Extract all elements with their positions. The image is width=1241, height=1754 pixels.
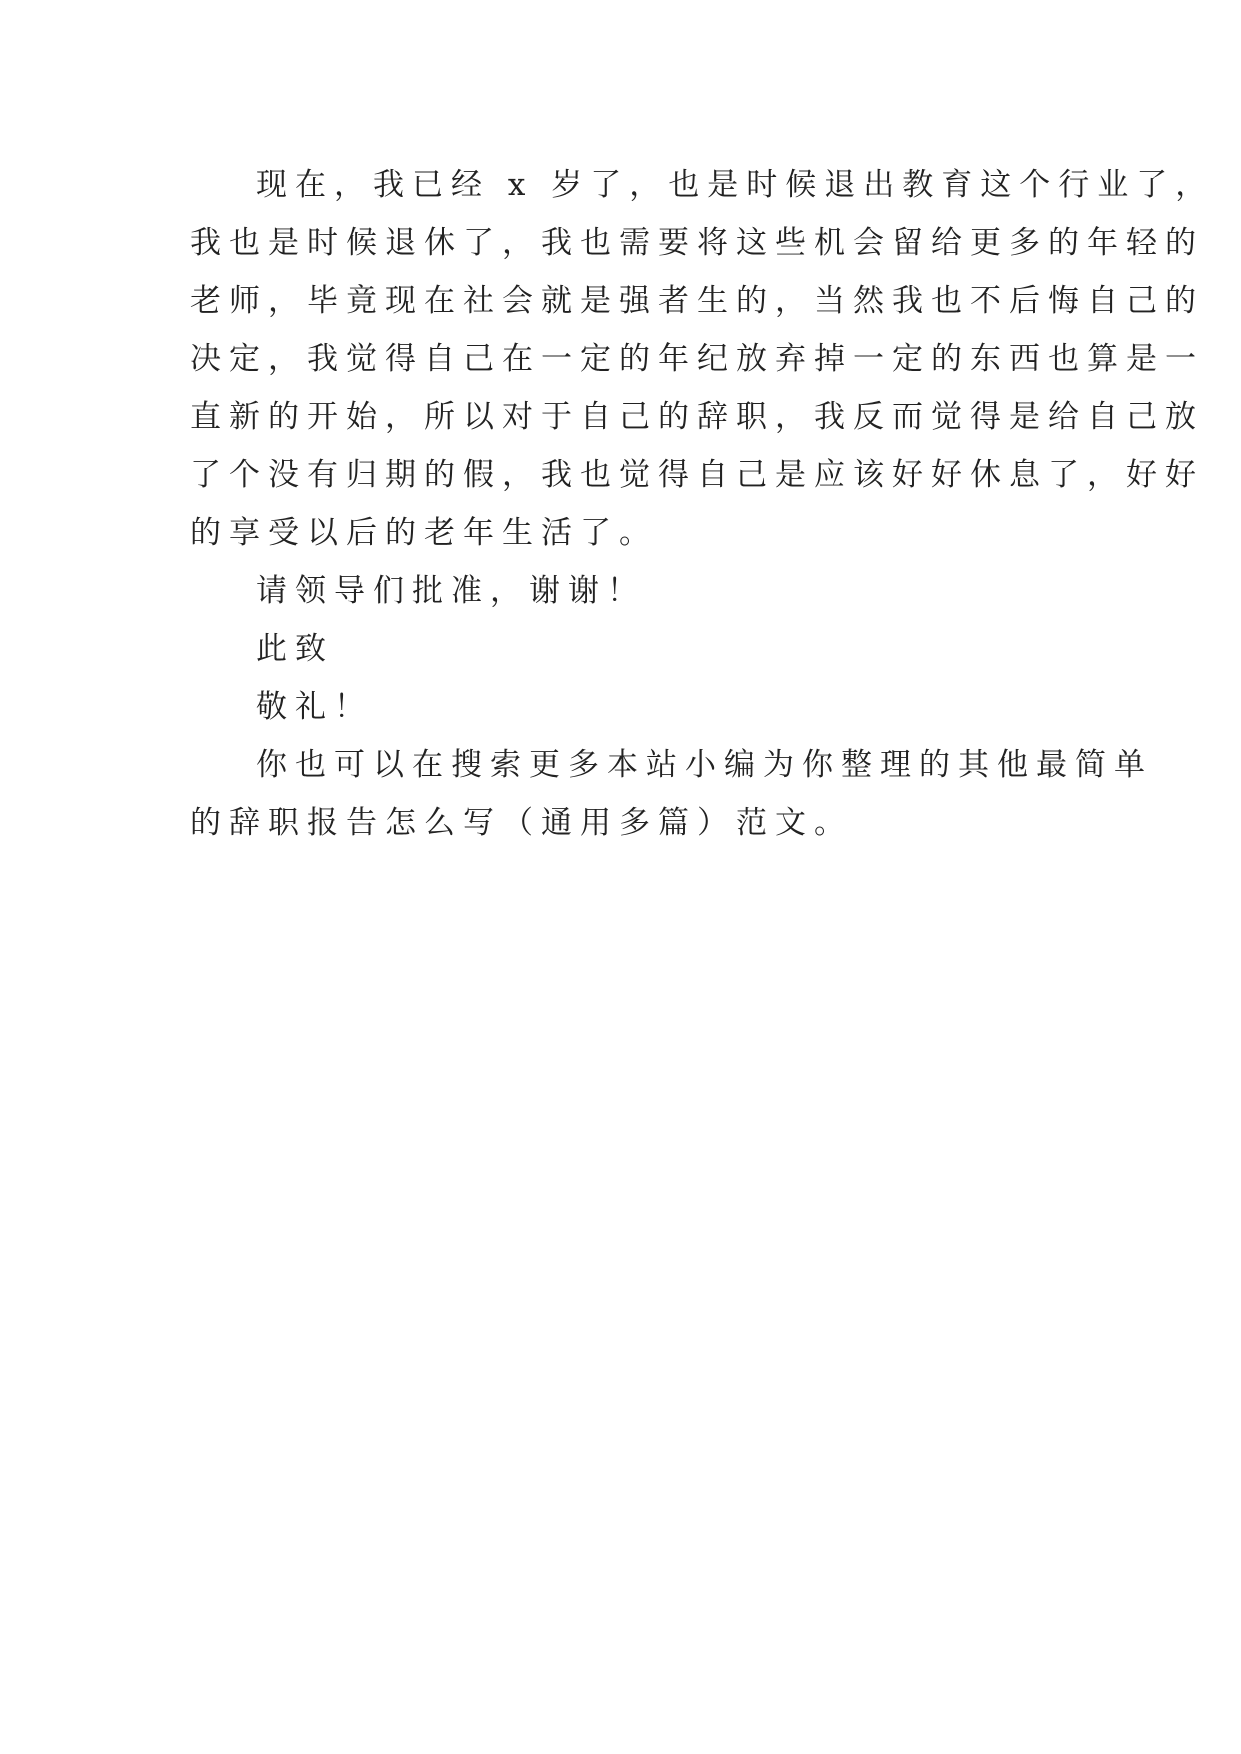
text-line: 决定，我觉得自己在一定的年纪放弃掉一定的东西也算是一 xyxy=(190,341,1204,377)
text-line: 敬礼！ xyxy=(256,689,373,725)
text-line: 的享受以后的老年生活了。 xyxy=(190,515,658,551)
paragraph-retirement-reason xyxy=(190,156,1215,562)
paragraph-request-approval xyxy=(190,562,1070,620)
text-line: 的辞职报告怎么写（通用多篇）范文。 xyxy=(190,805,853,841)
text-line: 请领导们批准，谢谢！ xyxy=(256,573,646,609)
text-line: 直新的开始，所以对于自己的辞职，我反而觉得是给自己放 xyxy=(190,399,1204,435)
text-line: 此致 xyxy=(256,631,334,667)
text-line: 我也是时候退休了，我也需要将这些机会留给更多的年轻的 xyxy=(190,225,1204,261)
text-line: 老师，毕竟现在社会就是强者生的，当然我也不后悔自己的 xyxy=(190,283,1204,319)
text-line: 了个没有归期的假，我也觉得自己是应该好好休息了，好好 xyxy=(190,457,1204,493)
document-body xyxy=(190,156,1215,852)
text-line: 现在，我已经 x 岁了，也是时候退出教育这个行业了， xyxy=(256,167,1215,203)
paragraph-closing-salutation xyxy=(190,620,1070,678)
paragraph-site-note xyxy=(190,736,1153,852)
paragraph-regards xyxy=(190,678,1070,736)
text-line: 你也可以在搜索更多本站小编为你整理的其他最简单 xyxy=(256,747,1153,783)
